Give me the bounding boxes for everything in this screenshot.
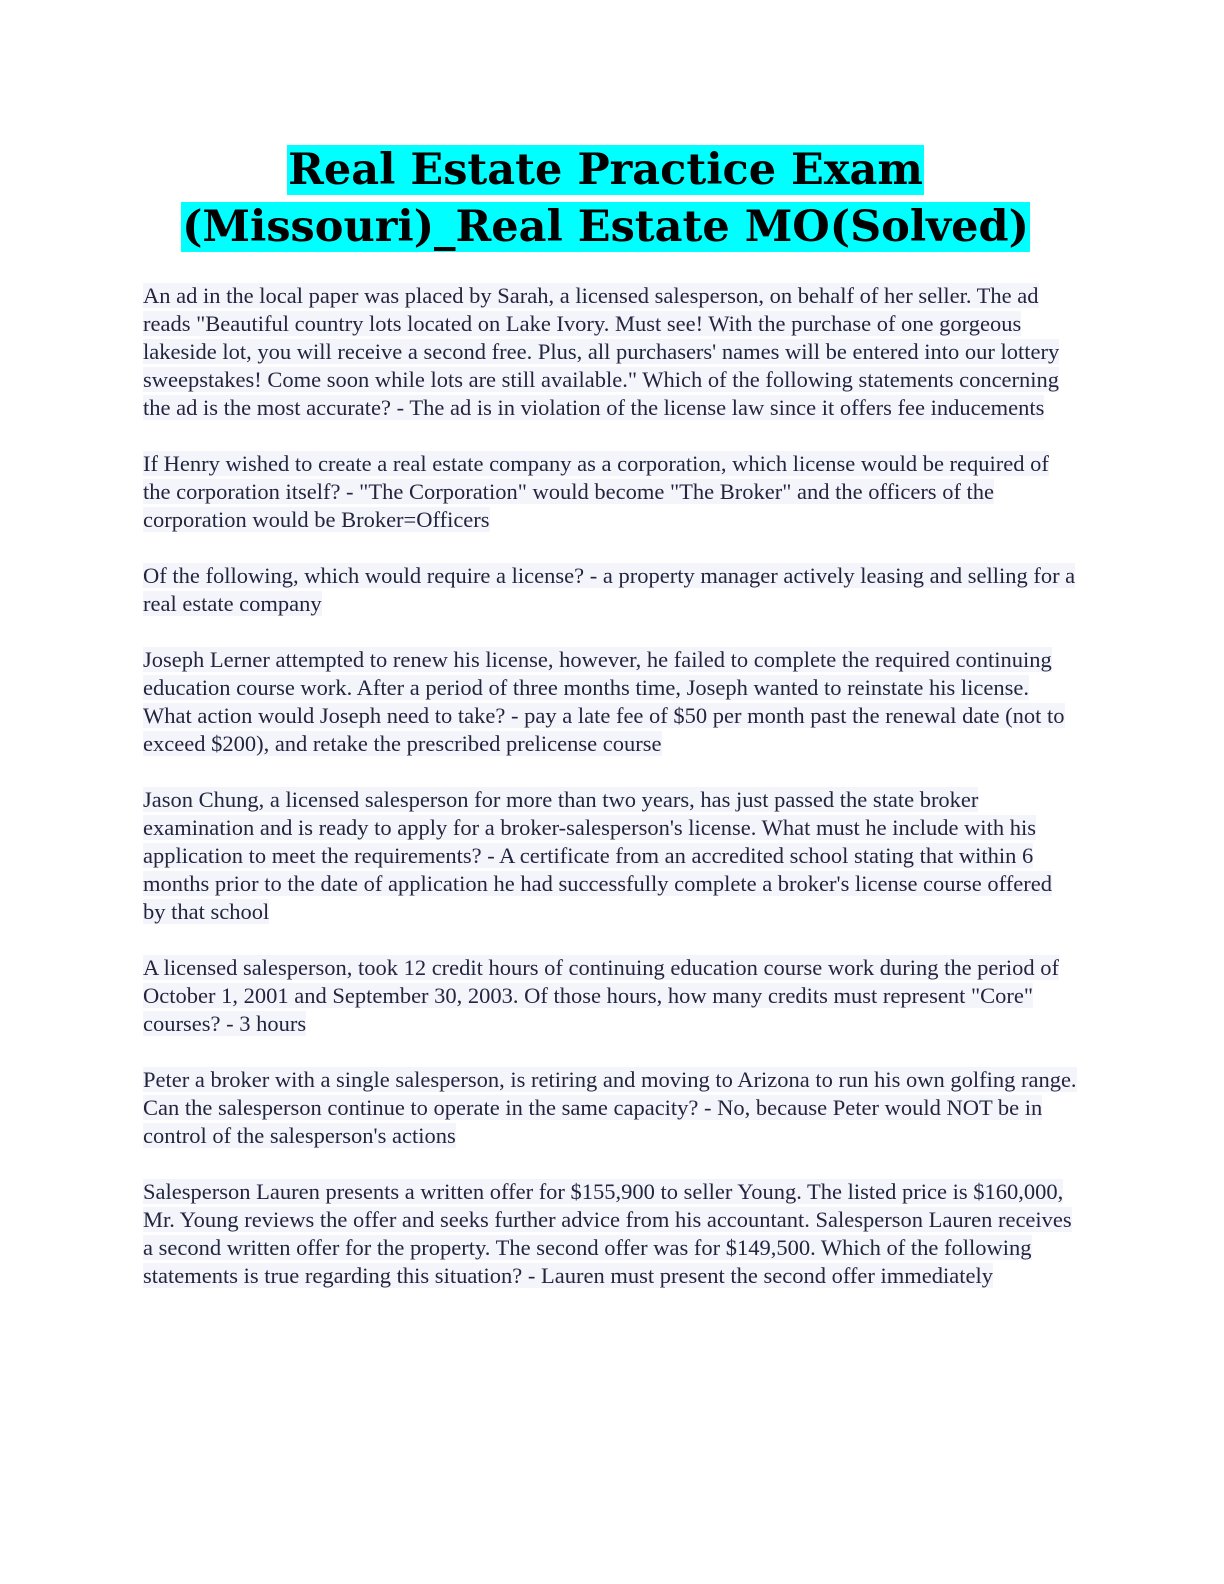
question-answer-7 bbox=[143, 1066, 1078, 1150]
document-title bbox=[143, 142, 1068, 256]
question-answer-1 bbox=[143, 282, 1078, 422]
question-answer-text: A licensed salesperson, took 12 credit hours of continuing education course work during the period of October 1, 2001 and September 30, 2003. Of those hours, how many credits must represent "Core" courses? - 3 hours bbox=[143, 955, 1060, 1036]
question-answer-text: If Henry wished to create a real estate company as a corporation, which license would be required of the corporation itself? - "The Corporation" would become "The Broker" and the officers of the corporation would be Broker=Officers bbox=[143, 451, 1049, 532]
question-answer-text: An ad in the local paper was placed by Sarah, a licensed salesperson, on behalf of her seller. The ad reads "Beautiful country lots located on Lake Ivory. Must see! With the purchase of one gorgeous lakeside lot, you will receive a second free. Plus, all purchasers' names will be entered into our lottery sweepstakes! Come soon while lots are still available." Which of the following statements concerning the ad is the most accurate? - The ad is in violation of the license law since it offers fee inducements bbox=[143, 283, 1060, 420]
question-answer-4 bbox=[143, 646, 1078, 758]
document-title-text: Real Estate Practice Exam (Missouri)_Real Estate MO(Solved) bbox=[182, 145, 1029, 252]
question-answer-2 bbox=[143, 450, 1078, 534]
question-answer-text: Peter a broker with a single salesperson, is retiring and moving to Arizona to run his own golfing range. Can the salesperson continue to operate in the same capacity? - No, because Peter would NOT be in control of the salesperson's actions bbox=[143, 1067, 1077, 1148]
question-answer-3 bbox=[143, 562, 1078, 618]
question-answer-6 bbox=[143, 954, 1078, 1038]
question-answer-text: Salesperson Lauren presents a written offer for $155,900 to seller Young. The listed price is $160,000, Mr. Young reviews the offer and seeks further advice from his accountant. Salesperson Lauren receives a second written offer for the property. The second offer was for $149,500. Which of the following statements is true regarding this situation? - Lauren must present the second offer immediately bbox=[143, 1179, 1072, 1288]
question-answer-8 bbox=[143, 1178, 1078, 1290]
question-answer-list bbox=[143, 282, 1078, 1318]
question-answer-text: Of the following, which would require a license? - a property manager actively leasing and selling for a real estate company bbox=[143, 563, 1076, 616]
question-answer-text: Joseph Lerner attempted to renew his license, however, he failed to complete the required continuing education course work. After a period of three months time, Joseph wanted to reinstate his license. What action would Joseph need to take? - pay a late fee of $50 per month past the renewal date (not to exceed $200), and retake the prescribed prelicense course bbox=[143, 647, 1065, 756]
question-answer-5 bbox=[143, 786, 1078, 926]
question-answer-text: Jason Chung, a licensed salesperson for more than two years, has just passed the state broker examination and is ready to apply for a broker-salesperson's license. What must he include with his application to meet the requirements? - A certificate from an accredited school stating that within 6 months prior to the date of application he had successfully complete a broker's license course offered by that school bbox=[143, 787, 1052, 924]
